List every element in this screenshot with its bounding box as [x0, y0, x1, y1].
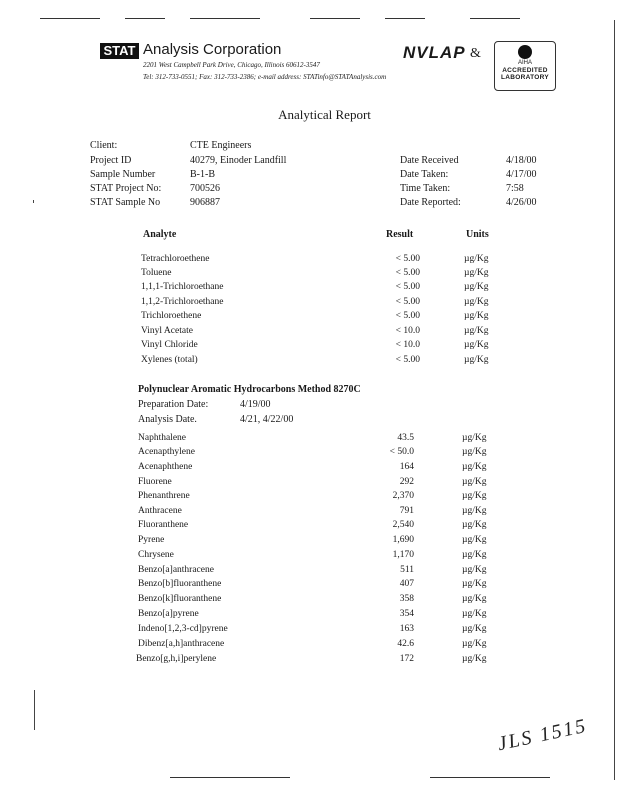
date-reported-label: Date Reported:	[400, 197, 461, 208]
project-id-label: Project ID	[90, 155, 132, 166]
analyte-result: 791	[399, 506, 414, 516]
table-row	[0, 340, 619, 354]
aiha-accreditation-badge	[494, 41, 556, 91]
bottom-dash	[430, 777, 550, 778]
aiha-seal-icon	[518, 45, 532, 59]
table-row	[0, 311, 619, 325]
analyte-result: 354	[399, 609, 414, 619]
date-reported-value: 4/26/00	[506, 197, 537, 208]
column-header-units: Units	[466, 229, 489, 240]
left-tick	[33, 200, 34, 203]
analyte-units: µg/Kg	[462, 447, 487, 457]
left-border-fragment	[34, 690, 35, 730]
analyte-result: 164	[399, 462, 414, 472]
analyte-name: Anthracene	[138, 506, 182, 516]
analysis-date-label: Analysis Date.	[138, 414, 197, 425]
time-taken-label: Time Taken:	[400, 183, 451, 194]
client-value: CTE Engineers	[190, 140, 252, 151]
analyte-result: 292	[399, 477, 414, 487]
analyte-name: Trichloroethene	[141, 311, 202, 321]
analyte-result: < 5.00	[395, 297, 420, 307]
table-row	[0, 491, 619, 505]
table-row	[0, 579, 619, 593]
table-row	[0, 520, 619, 534]
table-row	[0, 462, 619, 476]
report-title-row	[0, 107, 619, 123]
table-row	[0, 594, 619, 608]
analyte-units: µg/Kg	[462, 520, 487, 530]
analyte-result: < 10.0	[395, 326, 420, 336]
analyte-result: < 5.00	[395, 268, 420, 278]
top-dash	[125, 18, 165, 19]
company-contact: Tel: 312-733-0551; Fax: 312-733-2386; e-mail address: STATinfo@STATAnalysis.com	[143, 73, 387, 81]
badge-aiha-text: AIHA	[517, 60, 532, 66]
analyte-result: 2,540	[392, 520, 414, 530]
column-header-analyte: Analyte	[143, 229, 177, 240]
analyte-name: Benzo[a]pyrene	[138, 609, 199, 619]
analyte-name: Vinyl Acetate	[141, 326, 193, 336]
analyte-result: < 5.00	[395, 355, 420, 365]
pah-section-title: Polynuclear Aromatic Hydrocarbons Method 8270C	[138, 384, 361, 395]
top-dash	[40, 18, 100, 19]
analyte-name: 1,1,2-Trichloroethane	[141, 297, 224, 307]
analyte-result: 2,370	[392, 491, 414, 501]
analyte-units: µg/Kg	[462, 639, 487, 649]
table-row	[0, 254, 619, 268]
table-row	[0, 609, 619, 623]
sample-number-label: Sample Number	[90, 169, 156, 180]
table-row	[0, 297, 619, 311]
stat-project-value: 700526	[190, 183, 220, 194]
stat-project-label: STAT Project No:	[90, 183, 162, 194]
top-dash	[470, 18, 520, 19]
date-taken-label: Date Taken:	[400, 169, 449, 180]
analyte-units: µg/Kg	[462, 579, 487, 589]
table-row	[0, 654, 619, 668]
ampersand: &	[470, 46, 481, 61]
table-row	[0, 447, 619, 461]
analyte-result: 1,170	[392, 550, 414, 560]
analyte-name: Benzo[b]fluoranthene	[138, 579, 222, 589]
analyte-name: Fluorene	[138, 477, 172, 487]
analyte-name: Benzo[k]fluoranthene	[138, 594, 222, 604]
company-address: 2201 West Campbell Park Drive, Chicago, Illinois 60612-3547	[143, 61, 320, 69]
analyte-units: µg/Kg	[464, 297, 489, 307]
prep-date-label: Preparation Date:	[138, 399, 209, 410]
analyte-result: < 50.0	[389, 447, 414, 457]
analyte-units: µg/Kg	[464, 340, 489, 350]
table-row	[0, 624, 619, 638]
analyte-result: 163	[399, 624, 414, 634]
prep-date-value: 4/19/00	[240, 399, 271, 410]
analyte-result: < 10.0	[395, 340, 420, 350]
sample-number-value: B-1-B	[190, 169, 215, 180]
analyte-result: 1,690	[392, 535, 414, 545]
table-row	[0, 268, 619, 282]
analyte-name: Tetrachloroethene	[141, 254, 210, 264]
analyte-result: 407	[399, 579, 414, 589]
top-dash	[385, 18, 425, 19]
analyte-units: µg/Kg	[462, 565, 487, 575]
analyte-name: Acenaphthene	[138, 462, 193, 472]
analyte-name: Naphthalene	[138, 433, 187, 443]
analyte-units: µg/Kg	[462, 594, 487, 604]
table-row	[0, 433, 619, 447]
column-header-result: Result	[386, 229, 414, 240]
bottom-dash	[170, 777, 290, 778]
time-taken-value: 7:58	[506, 183, 524, 194]
analyte-name: Benzo[a]anthracene	[138, 565, 214, 575]
analyte-result: < 5.00	[395, 311, 420, 321]
handwritten-initials: JLS 1515	[495, 714, 590, 756]
date-received-value: 4/18/00	[506, 155, 537, 166]
table-row	[0, 535, 619, 549]
table-row	[0, 550, 619, 564]
analyte-result: 358	[399, 594, 414, 604]
table-row	[0, 282, 619, 296]
nvlap-logo: NVLAP	[403, 43, 466, 62]
analyte-units: µg/Kg	[462, 624, 487, 634]
analyte-name: Xylenes (total)	[141, 355, 198, 365]
analyte-name: Acenapthylene	[138, 447, 195, 457]
analyte-name: Benzo[g,h,i]perylene	[136, 654, 217, 664]
analyte-units: µg/Kg	[462, 462, 487, 472]
table-row	[0, 639, 619, 653]
analyte-result: 42.6	[397, 639, 414, 649]
analyte-units: µg/Kg	[464, 282, 489, 292]
analyte-units: µg/Kg	[462, 550, 487, 560]
analyte-result: 43.5	[397, 433, 414, 443]
analyte-result: < 5.00	[395, 254, 420, 264]
analyte-units: µg/Kg	[464, 326, 489, 336]
analyte-units: µg/Kg	[462, 506, 487, 516]
stat-logo: STAT	[100, 43, 139, 59]
stat-sample-label: STAT Sample No	[90, 197, 161, 208]
analyte-units: µg/Kg	[464, 254, 489, 264]
top-dash	[310, 18, 360, 19]
analyte-name: Indeno[1,2,3-cd]pyrene	[138, 624, 228, 634]
analyte-units: µg/Kg	[464, 355, 489, 365]
stat-sample-value: 906887	[190, 197, 220, 208]
analyte-name: Pyrene	[138, 535, 165, 545]
analyte-units: µg/Kg	[462, 535, 487, 545]
analyte-name: Phenanthrene	[138, 491, 190, 501]
analyte-units: µg/Kg	[462, 491, 487, 501]
table-row	[0, 565, 619, 579]
analyte-result: < 5.00	[395, 282, 420, 292]
analyte-units: µg/Kg	[464, 311, 489, 321]
report-title: Analytical Report	[278, 107, 371, 122]
table-row	[0, 355, 619, 369]
analysis-date-value: 4/21, 4/22/00	[240, 414, 294, 425]
project-id-value: 40279, Einoder Landfill	[190, 155, 287, 166]
table-row	[0, 506, 619, 520]
company-name: Analysis Corporation	[143, 41, 282, 58]
top-dash	[190, 18, 260, 19]
analyte-name: Chrysene	[138, 550, 174, 560]
analyte-name: 1,1,1-Trichloroethane	[141, 282, 224, 292]
analyte-name: Toluene	[141, 268, 172, 278]
analyte-units: µg/Kg	[462, 609, 487, 619]
table-row	[0, 326, 619, 340]
analyte-result: 172	[399, 654, 414, 664]
analyte-name: Fluoranthene	[138, 520, 189, 530]
analyte-units: µg/Kg	[464, 268, 489, 278]
client-label: Client:	[90, 140, 118, 151]
date-taken-value: 4/17/00	[506, 169, 537, 180]
badge-laboratory-text: LABORATORY	[500, 74, 550, 81]
analyte-units: µg/Kg	[462, 477, 487, 487]
badge-accredited-text: ACCREDITED	[502, 67, 548, 74]
analyte-units: µg/Kg	[462, 654, 487, 664]
analyte-name: Vinyl Chloride	[141, 340, 198, 350]
analyte-name: Dibenz[a,h]anthracene	[138, 639, 225, 649]
analyte-units: µg/Kg	[462, 433, 487, 443]
table-row	[0, 477, 619, 491]
date-received-label: Date Received	[400, 155, 459, 166]
analyte-result: 511	[400, 565, 414, 575]
